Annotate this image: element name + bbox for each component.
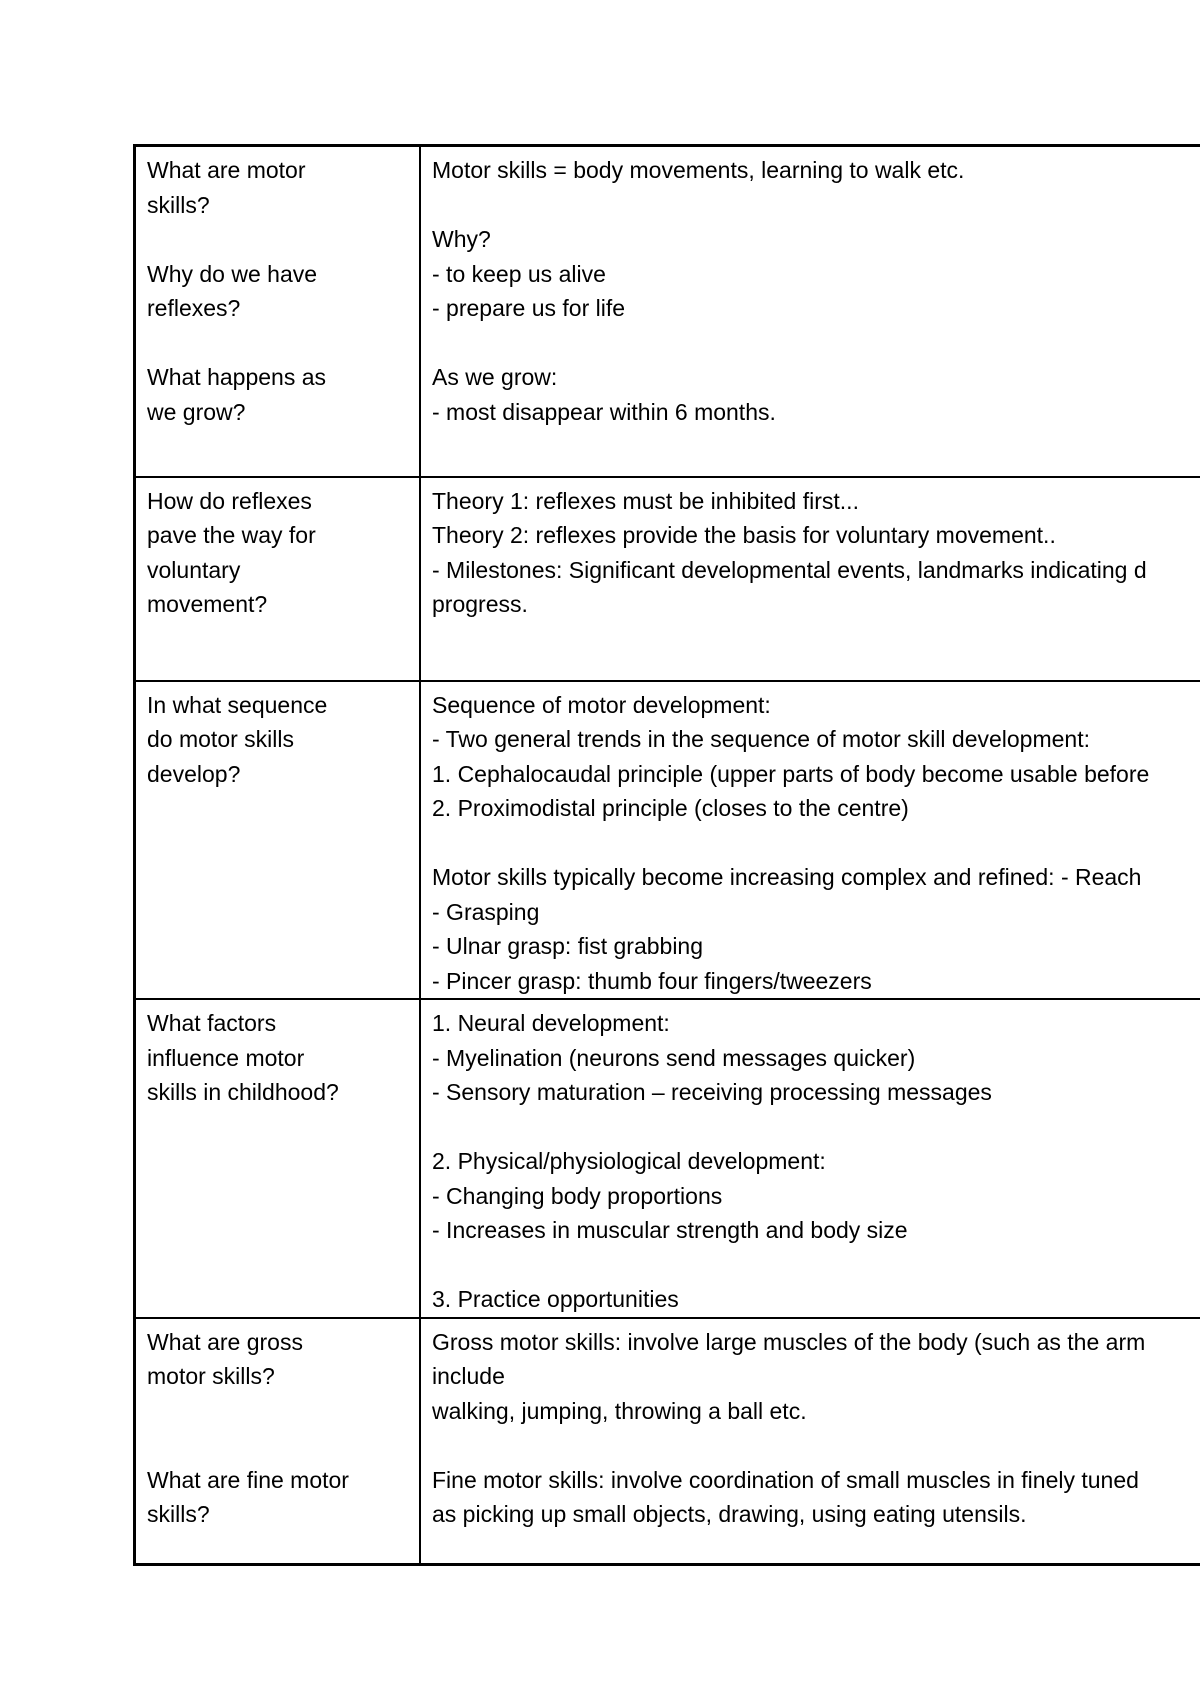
table-row: [135, 1318, 1200, 1565]
question-line: skills?: [147, 1501, 210, 1527]
answer-line: - Increases in muscular strength and body size: [432, 1217, 908, 1243]
question-line: In what sequence: [147, 691, 328, 718]
question-line: What happens as: [147, 364, 327, 390]
question-line: pave the way for: [147, 522, 316, 548]
answer-line: [432, 826, 1189, 861]
answer-line: - Pincer grasp: thumb four fingers/tweezers: [432, 967, 872, 994]
question-line: How do reflexes: [147, 487, 312, 514]
question-line: we grow?: [147, 398, 246, 425]
answer-cell: [420, 146, 1200, 477]
question-line: reflexes?: [147, 295, 241, 321]
answer-cell: [420, 1318, 1200, 1565]
answer-line: - Sensory maturation – receiving processing messages: [432, 1079, 992, 1105]
question-line: What factors: [147, 1010, 277, 1036]
notes-table: [133, 144, 1200, 1566]
answer-line: Motor skills = body movements, learning to walk etc.: [432, 157, 965, 183]
answer-line: - Ulnar grasp: fist grabbing: [432, 933, 704, 959]
answer-line: 1. Cephalocaudal principle (upper parts of body become usable before: [432, 760, 1150, 787]
question-line: [147, 222, 408, 257]
question-line: What are motor: [147, 157, 306, 183]
question-line: movement?: [147, 591, 268, 617]
table-row: [135, 999, 1200, 1318]
answer-line: Fine motor skills: involve coordination of small muscles in finely tuned: [432, 1466, 1139, 1493]
answer-line: as picking up small objects, drawing, using eating utensils.: [432, 1501, 1027, 1527]
question-line: [147, 1394, 408, 1429]
question-cell: [135, 681, 421, 1000]
answer-line: Sequence of motor development:: [432, 691, 771, 718]
question-cell: [135, 999, 421, 1318]
answer-line: As we grow:: [432, 364, 558, 390]
question-line: What are fine motor: [147, 1466, 349, 1493]
answer-line: 3. Practice opportunities: [432, 1286, 679, 1312]
question-line: skills in childhood?: [147, 1079, 339, 1105]
answer-line: - Two general trends in the sequence of motor skill development:: [432, 726, 1090, 752]
answer-line: 1. Neural development:: [432, 1010, 670, 1036]
answer-line: Theory 1: reflexes must be inhibited first...: [432, 487, 859, 514]
answer-line: [432, 188, 1189, 223]
answer-line: progress.: [432, 591, 528, 617]
question-cell: [135, 146, 421, 477]
question-line: skills?: [147, 191, 210, 218]
table-row: [135, 146, 1200, 477]
answer-line: Motor skills typically become increasing complex and refined: - Reach: [432, 864, 1142, 890]
answer-cell: [420, 999, 1200, 1318]
question-line: develop?: [147, 760, 241, 787]
answer-line: Why?: [432, 226, 491, 252]
answer-line: - Changing body proportions: [432, 1182, 723, 1209]
question-cell: [135, 1318, 421, 1565]
answer-line: [432, 1428, 1189, 1463]
question-line: motor skills?: [147, 1363, 275, 1389]
answer-line: [432, 326, 1189, 361]
answer-line: Theory 2: reflexes provide the basis for voluntary movement..: [432, 522, 1056, 548]
answer-line: [432, 1110, 1189, 1145]
answer-line: - Myelination (neurons send messages quicker): [432, 1044, 916, 1071]
answer-line: - most disappear within 6 months.: [432, 398, 776, 425]
answer-line: walking, jumping, throwing a ball etc.: [432, 1397, 807, 1424]
table-row: [135, 477, 1200, 681]
answer-cell: [420, 477, 1200, 681]
answer-line: 2. Proximodistal principle (closes to the centre): [432, 795, 909, 821]
question-line: voluntary: [147, 556, 241, 583]
answer-line: [432, 1248, 1189, 1283]
answer-line: 2. Physical/physiological development:: [432, 1148, 826, 1174]
question-line: [147, 326, 408, 361]
answer-line: include: [432, 1363, 505, 1389]
answer-line: - Milestones: Significant developmental events, landmarks indicating d: [432, 556, 1147, 583]
question-line: influence motor: [147, 1044, 305, 1071]
question-line: [147, 1428, 408, 1463]
question-line: Why do we have: [147, 260, 318, 287]
answer-cell: [420, 681, 1200, 1000]
table-row: [135, 681, 1200, 1000]
answer-line: Gross motor skills: involve large muscles of the body (such as the arm: [432, 1328, 1146, 1355]
question-cell: [135, 477, 421, 681]
answer-line: - prepare us for life: [432, 295, 626, 321]
answer-line: - to keep us alive: [432, 260, 606, 287]
question-line: do motor skills: [147, 726, 294, 752]
question-line: What are gross: [147, 1328, 303, 1355]
answer-line: - Grasping: [432, 898, 540, 925]
